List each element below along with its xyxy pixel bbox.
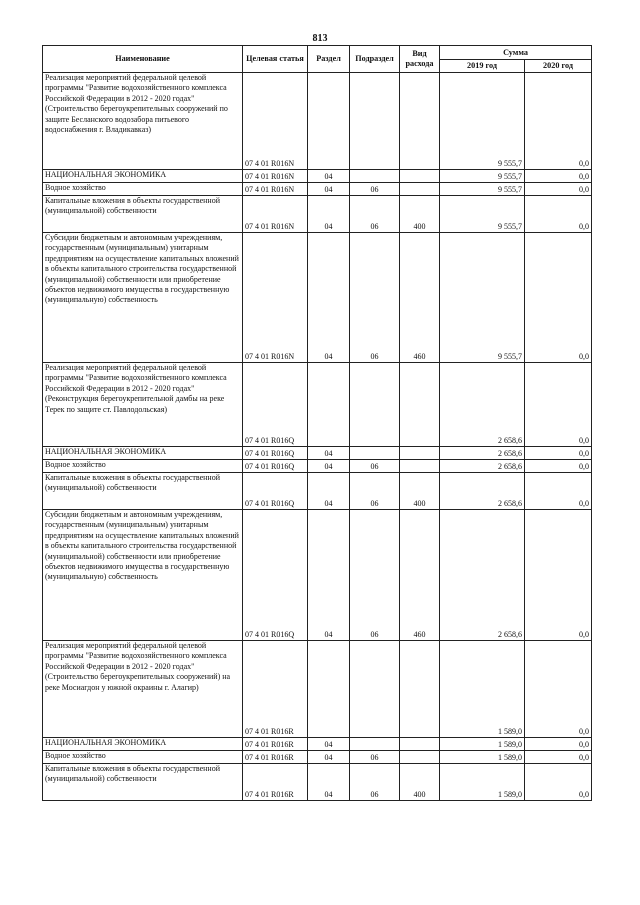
row-name: НАЦИОНАЛЬНАЯ ЭКОНОМИКА — [43, 170, 243, 183]
row-section: 04 — [308, 170, 350, 183]
table-header — [43, 46, 592, 73]
row-2019: 1 589,0 — [440, 751, 525, 764]
table-row — [43, 363, 592, 447]
row-section: 04 — [308, 751, 350, 764]
row-section — [308, 363, 350, 447]
row-2020: 0,0 — [525, 473, 592, 510]
budget-table — [42, 45, 592, 801]
header-expense-type: Вид расхода — [400, 46, 440, 73]
row-2020: 0,0 — [525, 764, 592, 801]
row-name: НАЦИОНАЛЬНАЯ ЭКОНОМИКА — [43, 738, 243, 751]
row-name: Капитальные вложения в объекты государственной (муниципальной) собственности — [43, 764, 243, 801]
row-expense — [400, 447, 440, 460]
row-article: 07 4 01 R016R — [243, 764, 308, 801]
row-expense: 400 — [400, 473, 440, 510]
row-section: 04 — [308, 183, 350, 196]
header-2019: 2019 год — [440, 60, 525, 73]
row-expense — [400, 460, 440, 473]
row-2020: 0,0 — [525, 738, 592, 751]
row-2019: 2 658,6 — [440, 363, 525, 447]
page-number: 813 — [312, 33, 328, 44]
row-name: Водное хозяйство — [43, 460, 243, 473]
row-expense: 400 — [400, 764, 440, 801]
table-row — [43, 447, 592, 460]
table-row — [43, 641, 592, 738]
row-2019: 9 555,7 — [440, 170, 525, 183]
row-expense — [400, 751, 440, 764]
row-2019: 1 589,0 — [440, 641, 525, 738]
row-article: 07 4 01 R016Q — [243, 460, 308, 473]
row-2020: 0,0 — [525, 641, 592, 738]
row-2019: 2 658,6 — [440, 447, 525, 460]
row-article: 07 4 01 R016Q — [243, 363, 308, 447]
row-article: 07 4 01 R016N — [243, 170, 308, 183]
table-row — [43, 738, 592, 751]
row-2019: 1 589,0 — [440, 738, 525, 751]
row-subsection: 06 — [350, 196, 400, 233]
row-name: Реализация мероприятий федеральной целевой программы "Развитие водохозяйственного комплекса Российской Федерации в 2012 - 2020 годах" (Строительство берегоукрепительных сооружений по защите Бесланского водозабора питьевого водоснабжения г. Владикавказ) — [43, 73, 243, 170]
header-article: Целевая статья — [243, 46, 308, 73]
table-row — [43, 510, 592, 641]
row-article: 07 4 01 R016N — [243, 196, 308, 233]
row-section: 04 — [308, 510, 350, 641]
row-2020: 0,0 — [525, 183, 592, 196]
row-expense — [400, 170, 440, 183]
table-row — [43, 473, 592, 510]
row-section: 04 — [308, 196, 350, 233]
row-2020: 0,0 — [525, 233, 592, 363]
row-subsection: 06 — [350, 460, 400, 473]
row-article: 07 4 01 R016Q — [243, 473, 308, 510]
row-name: Субсидии бюджетным и автономным учреждениям, государственным (муниципальным) унитарным предприятиям на осуществление капитальных вложений в объекты капитального строительства государственной (муниципальной) собственности или приобретение объектов недвижимого имущества в государственную (муниципальную) собственность — [43, 510, 243, 641]
row-subsection: 06 — [350, 183, 400, 196]
header-2020: 2020 год — [525, 60, 592, 73]
row-article: 07 4 01 R016Q — [243, 447, 308, 460]
row-name: Реализация мероприятий федеральной целевой программы "Развитие водохозяйственного комплекса Российской Федерации в 2012 - 2020 годах" (Реконструкция берегоукрепительной дамбы на реке Терек по защите ст. Павлодольская) — [43, 363, 243, 447]
row-expense — [400, 738, 440, 751]
table-row — [43, 460, 592, 473]
row-subsection: 06 — [350, 233, 400, 363]
row-section: 04 — [308, 447, 350, 460]
table-row — [43, 233, 592, 363]
row-expense: 400 — [400, 196, 440, 233]
row-2019: 9 555,7 — [440, 73, 525, 170]
header-sum: Сумма — [440, 46, 592, 60]
table-row — [43, 196, 592, 233]
row-section: 04 — [308, 473, 350, 510]
row-expense — [400, 641, 440, 738]
row-subsection — [350, 738, 400, 751]
row-article: 07 4 01 R016N — [243, 183, 308, 196]
row-name: Водное хозяйство — [43, 183, 243, 196]
row-subsection — [350, 73, 400, 170]
row-article: 07 4 01 R016Q — [243, 510, 308, 641]
row-section: 04 — [308, 738, 350, 751]
row-2020: 0,0 — [525, 510, 592, 641]
row-section — [308, 641, 350, 738]
row-2020: 0,0 — [525, 196, 592, 233]
row-2019: 9 555,7 — [440, 183, 525, 196]
row-subsection: 06 — [350, 510, 400, 641]
table-body — [43, 73, 592, 801]
row-subsection: 06 — [350, 764, 400, 801]
row-article: 07 4 01 R016N — [243, 233, 308, 363]
row-article: 07 4 01 R016N — [243, 73, 308, 170]
row-2019: 9 555,7 — [440, 233, 525, 363]
header-name: Наименование — [43, 46, 243, 73]
row-expense: 460 — [400, 510, 440, 641]
row-2019: 2 658,6 — [440, 473, 525, 510]
header-subsection: Подраздел — [350, 46, 400, 73]
row-name: НАЦИОНАЛЬНАЯ ЭКОНОМИКА — [43, 447, 243, 460]
row-2020: 0,0 — [525, 751, 592, 764]
table-row — [43, 183, 592, 196]
row-2020: 0,0 — [525, 363, 592, 447]
row-name: Водное хозяйство — [43, 751, 243, 764]
row-2019: 2 658,6 — [440, 460, 525, 473]
row-expense — [400, 363, 440, 447]
row-section — [308, 73, 350, 170]
row-name: Реализация мероприятий федеральной целевой программы "Развитие водохозяйственного комплекса Российской Федерации в 2012 - 2020 годах" (Строительство берегоукрепительных сооружений) на реке Мосиагдон у южной окраины г. Алагир) — [43, 641, 243, 738]
row-subsection — [350, 363, 400, 447]
row-section: 04 — [308, 764, 350, 801]
header-section: Раздел — [308, 46, 350, 73]
row-article: 07 4 01 R016R — [243, 641, 308, 738]
row-article: 07 4 01 R016R — [243, 738, 308, 751]
row-2020: 0,0 — [525, 73, 592, 170]
row-2020: 0,0 — [525, 170, 592, 183]
row-2019: 2 658,6 — [440, 510, 525, 641]
table-row — [43, 764, 592, 801]
row-2019: 1 589,0 — [440, 764, 525, 801]
row-name: Капитальные вложения в объекты государственной (муниципальной) собственности — [43, 196, 243, 233]
table-row — [43, 170, 592, 183]
row-expense — [400, 183, 440, 196]
row-subsection — [350, 170, 400, 183]
row-2020: 0,0 — [525, 447, 592, 460]
row-expense — [400, 73, 440, 170]
row-2019: 9 555,7 — [440, 196, 525, 233]
table-row — [43, 73, 592, 170]
row-subsection — [350, 447, 400, 460]
row-section: 04 — [308, 233, 350, 363]
row-2020: 0,0 — [525, 460, 592, 473]
row-section: 04 — [308, 460, 350, 473]
row-subsection: 06 — [350, 473, 400, 510]
row-subsection — [350, 641, 400, 738]
row-name: Субсидии бюджетным и автономным учреждениям, государственным (муниципальным) унитарным предприятиям на осуществление капитальных вложений в объекты капитального строительства государственной (муниципальной) собственности или приобретение объектов недвижимого имущества в государственную (муниципальную) собственность — [43, 233, 243, 363]
row-expense: 460 — [400, 233, 440, 363]
table-row — [43, 751, 592, 764]
row-name: Капитальные вложения в объекты государственной (муниципальной) собственности — [43, 473, 243, 510]
row-article: 07 4 01 R016R — [243, 751, 308, 764]
row-subsection: 06 — [350, 751, 400, 764]
